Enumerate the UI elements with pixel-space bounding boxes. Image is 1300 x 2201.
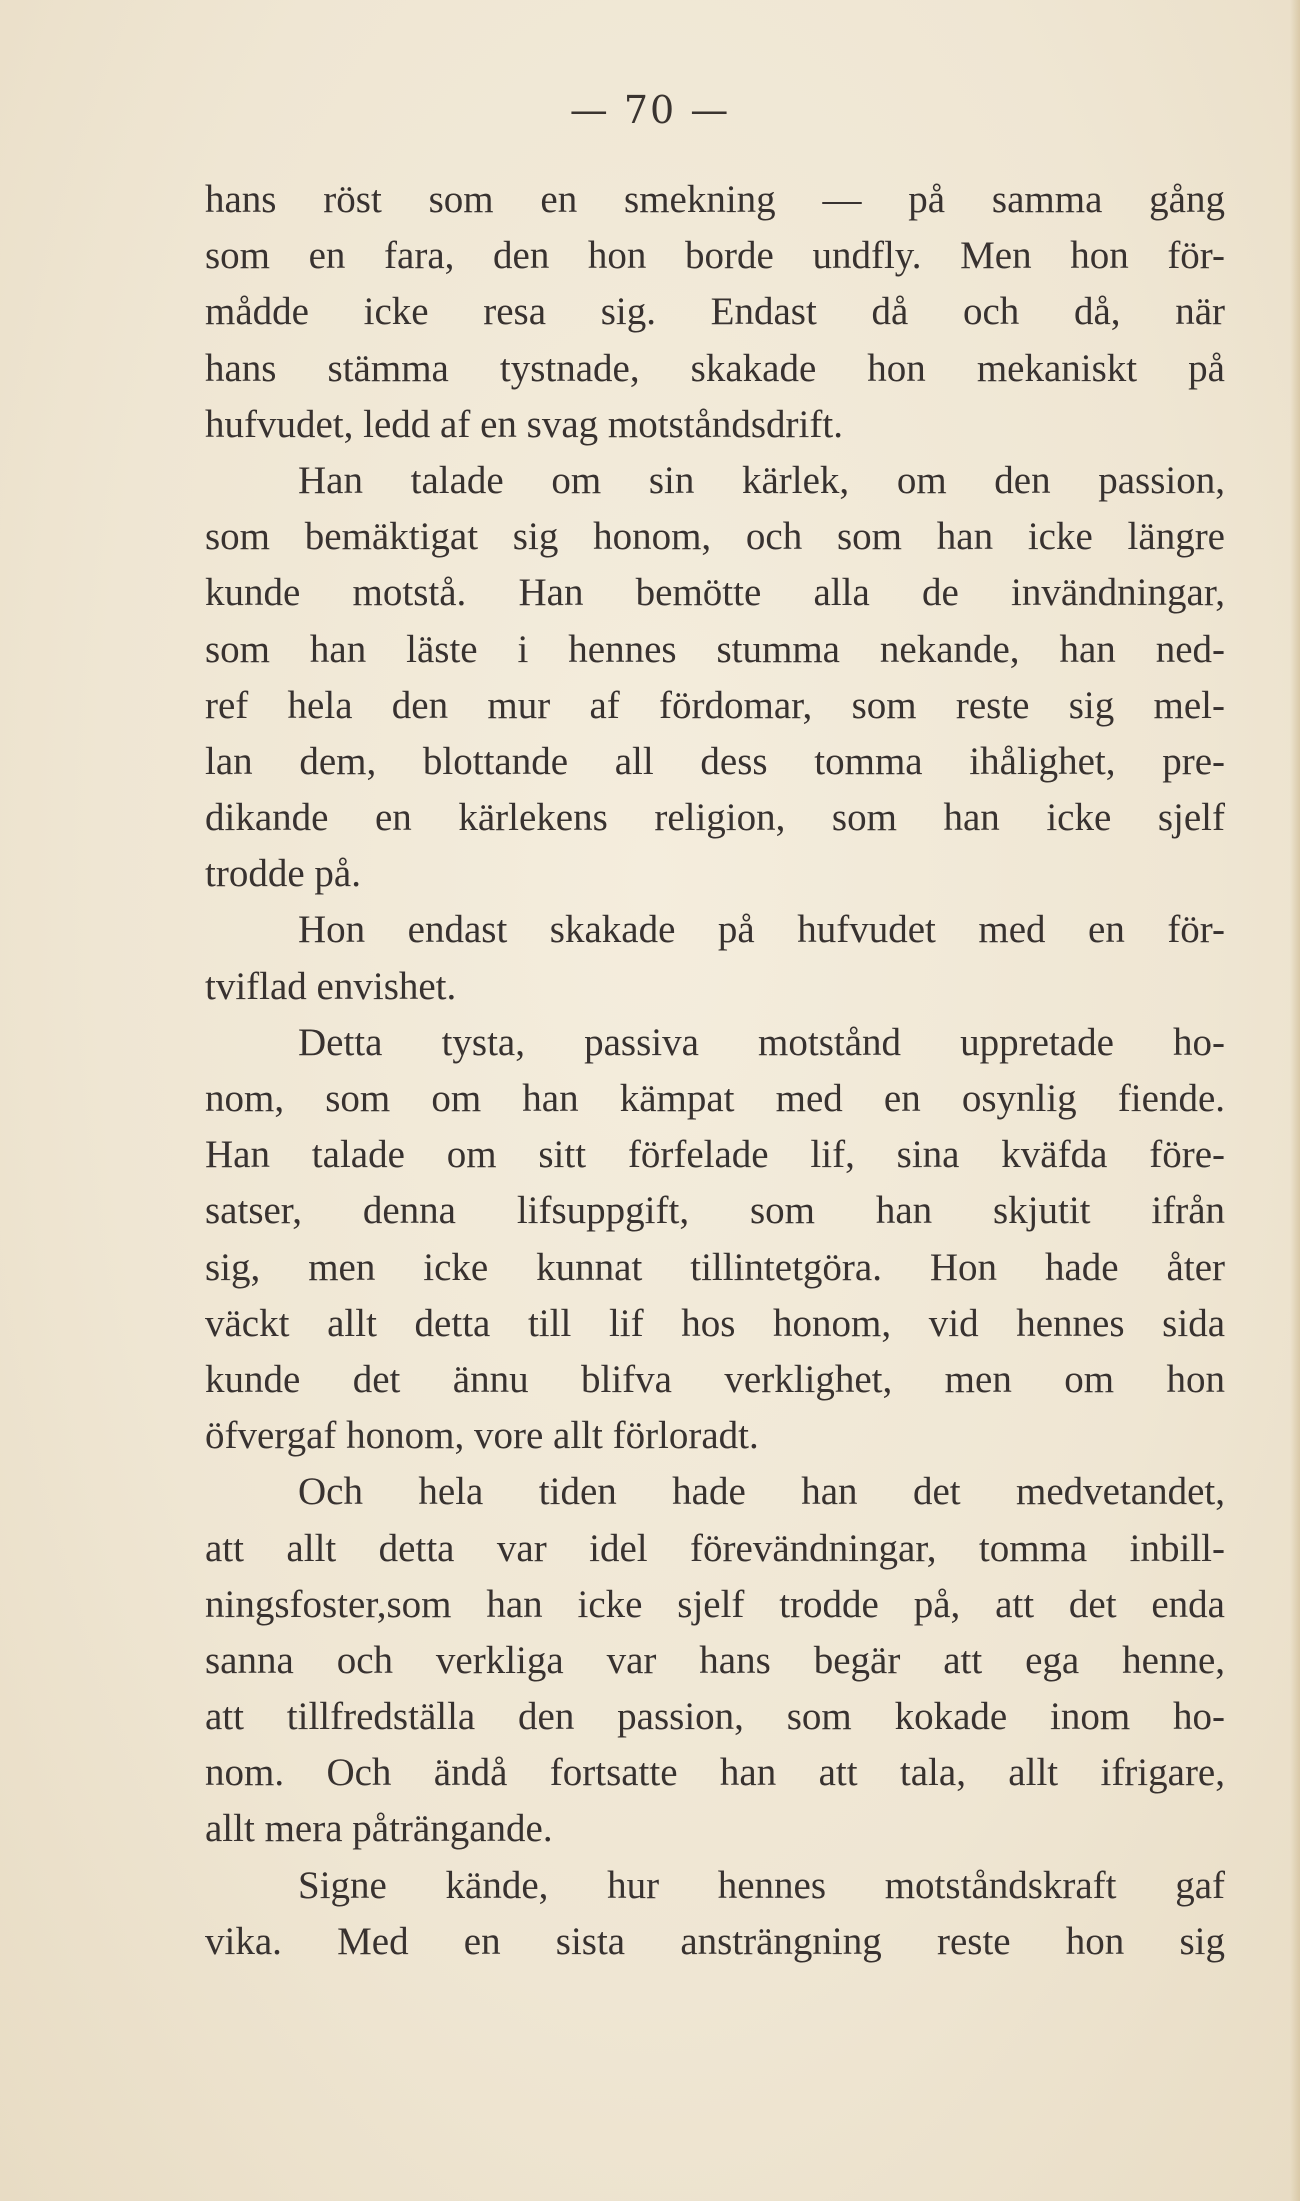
page-edge-shadow	[1290, 0, 1300, 2201]
body-text	[205, 172, 1225, 1970]
text-line: ref hela den mur af fördomar, som reste sig mel-	[205, 683, 1225, 727]
text-line: Detta tysta, passiva motstånd uppretade ho-	[298, 1020, 1225, 1064]
text-line: Han talade om sitt förfelade lif, sina kväfda före-	[205, 1133, 1225, 1177]
text-line: att tillfredställa den passion, som kokade inom ho-	[205, 1695, 1225, 1739]
text-line: att allt detta var idel förevändningar, tomma inbill-	[205, 1526, 1225, 1570]
text-line: sig, men icke kunnat tillintetgöra. Hon hade åter	[205, 1245, 1225, 1289]
text-line: Och hela tiden hade han det medvetandet,	[298, 1470, 1225, 1514]
text-line: tviflad envishet.	[205, 964, 457, 1008]
text-line: Han talade om sin kärlek, om den passion,	[298, 458, 1225, 502]
text-line: kunde motstå. Han bemötte alla de invändningar,	[205, 571, 1225, 615]
text-line: nom. Och ändå fortsatte han att tala, allt ifrigare,	[205, 1751, 1225, 1795]
page-number: — 70 —	[569, 88, 731, 132]
text-line: väckt allt detta till lif hos honom, vid hennes sida	[205, 1301, 1225, 1345]
text-line: mådde icke resa sig. Endast då och då, när	[205, 290, 1225, 334]
text-line: ningsfoster,som han icke sjelf trodde på, att det enda	[205, 1582, 1225, 1626]
text-line: hufvudet, ledd af en svag motståndsdrift.	[205, 402, 843, 446]
text-line: sanna och verkliga var hans begär att ega henne,	[205, 1638, 1225, 1682]
text-line: Signe kände, hur hennes motståndskraft gaf	[298, 1863, 1225, 1907]
text-line: allt mera påträngande.	[205, 1807, 553, 1851]
text-line: som han läste i hennes stumma nekande, han ned-	[205, 627, 1225, 671]
text-line: hans stämma tystnade, skakade hon mekaniskt på	[205, 346, 1225, 390]
text-line: som bemäktigat sig honom, och som han icke längre	[205, 515, 1225, 559]
text-line: nom, som om han kämpat med en osynlig fiende.	[205, 1077, 1225, 1120]
text-line: öfvergaf honom, vore allt förloradt.	[205, 1414, 759, 1458]
text-line: som en fara, den hon borde undfly. Men hon för-	[205, 234, 1225, 278]
text-line: lan dem, blottande all dess tomma ihålighet, pre-	[205, 739, 1225, 783]
text-line: Hon endast skakade på hufvudet med en för-	[298, 908, 1225, 952]
text-line: kunde det ännu blifva verklighet, men om hon	[205, 1357, 1225, 1401]
text-line: dikande en kärlekens religion, som han icke sjelf	[205, 796, 1225, 840]
text-line: satser, denna lifsuppgift, som han skjutit ifrån	[205, 1189, 1225, 1233]
text-line: trodde på.	[205, 852, 361, 896]
text-line: hans röst som en smekning — på samma gång	[205, 178, 1225, 221]
text-line: vika. Med en sista ansträngning reste hon sig	[205, 1919, 1225, 1963]
